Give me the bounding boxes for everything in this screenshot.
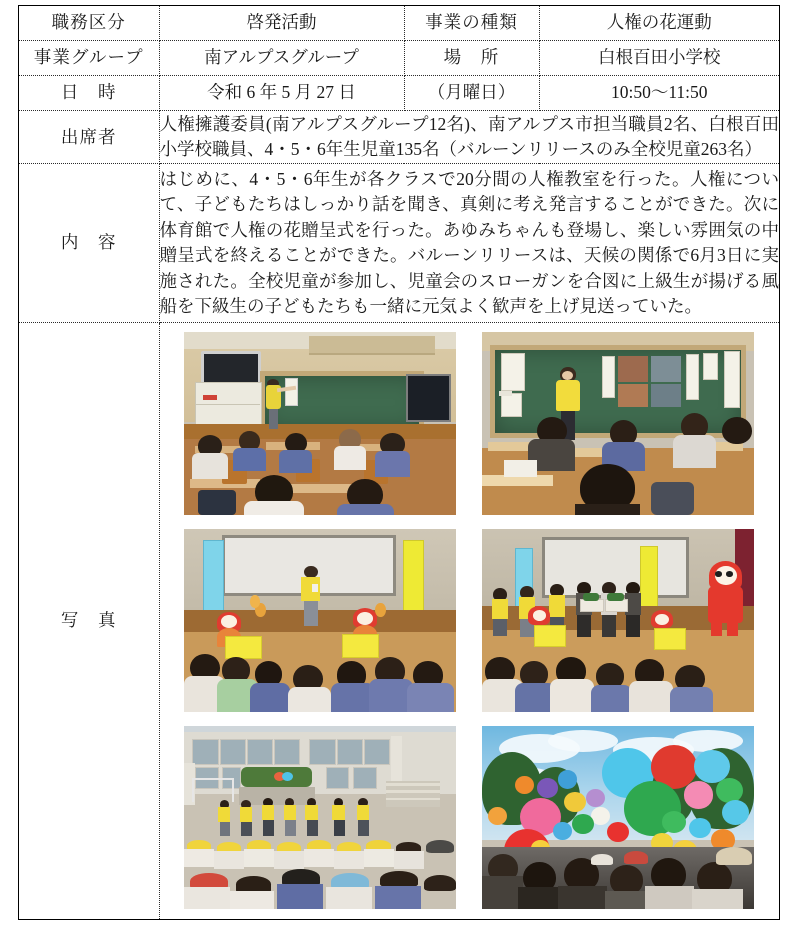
photo-row-1 bbox=[184, 332, 754, 515]
value-job-category: 啓発活動 bbox=[159, 6, 404, 41]
table-row-job-category bbox=[19, 6, 779, 41]
table-row-datetime bbox=[19, 76, 779, 111]
photo-classroom-lesson-committee-member-speaking bbox=[482, 332, 754, 515]
table-row-group bbox=[19, 41, 779, 76]
table-row-photos bbox=[19, 322, 779, 919]
label-place: 場 所 bbox=[404, 41, 539, 76]
photo-row-3 bbox=[184, 726, 754, 909]
label-content: 内 容 bbox=[19, 164, 159, 322]
photo-row-2 bbox=[184, 529, 754, 712]
photo-gallery bbox=[159, 322, 779, 919]
label-datetime: 日 時 bbox=[19, 76, 159, 111]
label-project-type: 事業の種類 bbox=[404, 6, 539, 41]
value-content: はじめに、4・5・6年生が各クラスで20分間の人権教室を行った。人権について、子どもたちはしっかり話を聞き、真剣に考え発言することができた。次に体育館で人権の花贈呈式を行った。あゆみちゃんも登場し、楽しい雰囲気の中贈呈式を終えることができた。バルーンリリースは、天候の関係で6月3日に実施された。全校児童が参加し、児童会のスローガンを合図に上級生が揚げる風船を下級生の子どもたちも一緒に元気よく歓声を上げ見送っていた。 bbox=[159, 164, 779, 322]
label-business-group: 事業グループ bbox=[19, 41, 159, 76]
table-row-attendees bbox=[19, 111, 779, 164]
report-sheet bbox=[18, 5, 780, 920]
label-photos: 写 真 bbox=[19, 322, 159, 919]
value-place: 白根百田小学校 bbox=[539, 41, 779, 76]
label-attendees: 出席者 bbox=[19, 111, 159, 164]
photo-schoolyard-assembly-before-balloon-release bbox=[184, 726, 456, 909]
photo-classroom-lesson-teacher-at-blackboard bbox=[184, 332, 456, 515]
value-time: 10:50〜11:50 bbox=[539, 76, 779, 111]
value-attendees: 人権擁護委員(南アルプスグループ12名)、南アルプス市担当職員2名、白根百田小学校職員、4・5・6年生児童135名（バルーンリリースのみ全校児童263名） bbox=[159, 111, 779, 164]
activity-report-table bbox=[19, 6, 779, 919]
value-business-group: 南アルプスグループ bbox=[159, 41, 404, 76]
value-weekday: （月曜日） bbox=[404, 76, 539, 111]
value-project-type: 人権の花運動 bbox=[539, 6, 779, 41]
table-row-content bbox=[19, 164, 779, 322]
photo-gymnasium-speaker-with-ayumi-standees bbox=[184, 529, 456, 712]
photo-gymnasium-flower-presentation-with-mascot bbox=[482, 529, 754, 712]
photo-balloon-release-into-sky bbox=[482, 726, 754, 909]
label-job-category: 職務区分 bbox=[19, 6, 159, 41]
value-date: 令和 6 年 5 月 27 日 bbox=[159, 76, 404, 111]
